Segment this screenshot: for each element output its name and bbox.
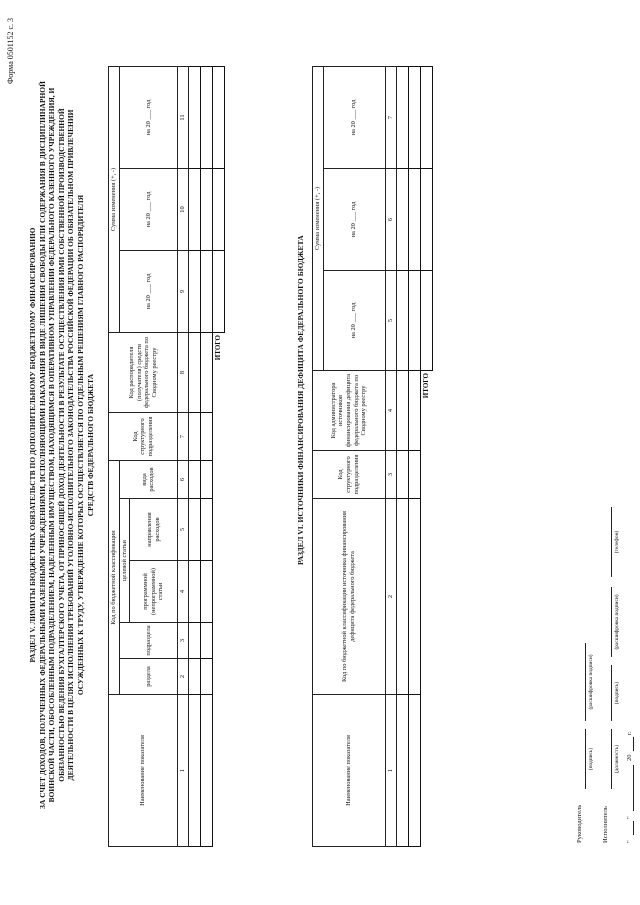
header-target-item: целевой статьи bbox=[119, 499, 130, 623]
caption: (подпись) bbox=[614, 681, 620, 705]
col-number: 3 bbox=[385, 451, 396, 499]
head-decoding-line[interactable] bbox=[585, 643, 586, 721]
heading-line: ВОИНСКОЙ ЧАСТИ, ОБОСОБЛЕННЫМ ПОДРАЗДЕЛЕНИЕМ, НАДЕЛЕННЫМ ИМУЩЕСТВОМ, НАХОДЯЩИМСЯ В ОПЕРАТИВНОМ УПРАВЛЕНИИ ФЕДЕРАЛЬНОГО КАЗЕННОГО УЧРЕЖДЕНИЯ, И bbox=[47, 87, 57, 803]
data-cell[interactable] bbox=[408, 67, 420, 169]
total-cell[interactable] bbox=[420, 67, 432, 169]
data-cell[interactable] bbox=[189, 461, 201, 499]
heading-line: ЗА СЧЕТ ДОХОДОВ, ПОЛУЧЕННЫХ ФЕДЕРАЛЬНЫМИ КАЗЕННЫМИ УЧРЕЖДЕНИЯМИ, ИСПОЛНЯЮЩИМИ НАКАЗАНИЯ В ВИДЕ ЛИШЕНИЯ СВОБОДЫ ИЛИ СОДЕРЖАНИЯ В ДИСЦИПЛИНАРНОЙ bbox=[37, 81, 47, 809]
header-program: программной (непрограммной) статьи bbox=[130, 561, 178, 623]
col-number: 7 bbox=[385, 67, 396, 169]
date-month-line[interactable] bbox=[633, 765, 634, 811]
header-year-3: на 20 ___ год bbox=[119, 67, 178, 169]
data-cell[interactable] bbox=[189, 251, 201, 333]
data-cell[interactable] bbox=[189, 169, 201, 251]
data-cell[interactable] bbox=[396, 371, 408, 451]
section6-table bbox=[312, 66, 433, 847]
header-admin: Код администратора источников финансирования дефицита федерального бюджета по Сводному реестру bbox=[313, 371, 386, 451]
data-cell[interactable] bbox=[201, 333, 213, 413]
data-cell[interactable] bbox=[201, 461, 213, 499]
heading-line: РАЗДЕЛ V. ЛИМИТЫ БЮДЖЕТНЫХ ОБЯЗАТЕЛЬСТВ ПО ДОПОЛНИТЕЛЬНОМУ БЮДЖЕТНОМУ ФИНАНСИРОВАНИЮ bbox=[28, 227, 37, 663]
total-cell[interactable] bbox=[420, 169, 432, 271]
section5-table bbox=[108, 66, 225, 847]
header-name: Наименование показателя bbox=[313, 695, 386, 847]
col-number: 4 bbox=[385, 371, 396, 451]
executor-phone-line[interactable] bbox=[611, 507, 612, 577]
executor-decoding-line[interactable] bbox=[611, 587, 612, 657]
data-cell[interactable] bbox=[189, 659, 201, 695]
form-number: Форма 0501152 с. 3 bbox=[6, 18, 15, 85]
header-vid: вида расходов bbox=[119, 461, 178, 499]
col-number: 7 bbox=[178, 413, 189, 461]
header-year-2: на 20 ___ год bbox=[323, 169, 385, 271]
executor-signature-line[interactable] bbox=[611, 665, 612, 721]
data-cell[interactable] bbox=[201, 561, 213, 623]
data-cell[interactable] bbox=[408, 499, 420, 695]
data-cell[interactable] bbox=[189, 499, 201, 561]
data-cell[interactable] bbox=[201, 251, 213, 333]
header-sum-change: Сумма изменения (+, -) bbox=[109, 67, 120, 333]
col-number: 6 bbox=[178, 461, 189, 499]
caption: (телефон) bbox=[614, 530, 620, 554]
data-cell[interactable] bbox=[201, 695, 213, 847]
col-number: 8 bbox=[178, 333, 189, 413]
data-cell[interactable] bbox=[408, 695, 420, 847]
col-number: 11 bbox=[178, 67, 189, 169]
date-year-prefix: 20 bbox=[626, 754, 633, 761]
date-year-suffix: г. bbox=[626, 731, 633, 735]
data-cell[interactable] bbox=[201, 499, 213, 561]
section6-title: РАЗДЕЛ VI. ИСТОЧНИКИ ФИНАНСИРОВАНИЯ ДЕФИЦИТА ФЕДЕРАЛЬНОГО БЮДЖЕТА bbox=[296, 235, 305, 565]
total-cell[interactable] bbox=[213, 67, 225, 169]
header-struct: Код структурного подразделения bbox=[109, 413, 178, 461]
heading-line: СРЕДСТВ ФЕДЕРАЛЬНОГО БЮДЖЕТА bbox=[85, 373, 95, 517]
col-number: 1 bbox=[178, 695, 189, 847]
col-number: 4 bbox=[178, 561, 189, 623]
data-cell[interactable] bbox=[201, 169, 213, 251]
data-cell[interactable] bbox=[201, 67, 213, 169]
data-cell[interactable] bbox=[201, 413, 213, 461]
data-cell[interactable] bbox=[189, 623, 201, 659]
data-cell[interactable] bbox=[396, 499, 408, 695]
data-cell[interactable] bbox=[396, 271, 408, 371]
header-razdel: раздела bbox=[119, 659, 178, 695]
data-cell[interactable] bbox=[201, 659, 213, 695]
data-cell[interactable] bbox=[408, 451, 420, 499]
total-cell[interactable] bbox=[213, 251, 225, 333]
caption: (расшифровка подписи) bbox=[588, 654, 594, 710]
section5-heading bbox=[28, 65, 95, 825]
head-signature-line[interactable] bbox=[585, 729, 586, 789]
data-cell[interactable] bbox=[189, 561, 201, 623]
header-name: Наименование показателя bbox=[109, 695, 178, 847]
total-label: ИТОГО bbox=[214, 335, 223, 361]
date-quote-close: " bbox=[626, 816, 633, 819]
col-number: 2 bbox=[178, 659, 189, 695]
header-distributor: Код распорядителя (получателя) средств федерального бюджета по Сводному реестру bbox=[109, 333, 178, 413]
data-cell[interactable] bbox=[396, 451, 408, 499]
total-cell[interactable] bbox=[420, 271, 432, 371]
col-number: 2 bbox=[385, 499, 396, 695]
col-number: 5 bbox=[385, 271, 396, 371]
heading-line: ОСУЖДЕННЫХ К ТРУДУ, УТВЕРЖДЕНИЕ КОТОРЫХ ОСУЩЕСТВЛЯЕТСЯ ПО ОТДЕЛЬНЫМ РЕШЕНИЯМ ГЛАВНОГО РАСПОРЯДИТЕЛЯ bbox=[75, 194, 85, 696]
data-cell[interactable] bbox=[189, 695, 201, 847]
header-struct: Код структурного подразделения bbox=[313, 451, 386, 499]
col-number: 1 bbox=[385, 695, 396, 847]
heading-line: ДЕЯТЕЛЬНОСТИ В ЦЕЛЯХ ИСПОЛНЕНИЯ ТРЕБОВАНИЙ УГОЛОВНО-ИСПОЛНИТЕЛЬНОГО ЗАКОНОДАТЕЛЬСТВА РОССИЙСКОЙ ФЕДЕРАЦИИ ОБ ОБЯЗАТЕЛЬНОМ ПРИВЛЕЧЕНИИ bbox=[66, 109, 76, 781]
header-year-1: на 20 ___ год bbox=[323, 271, 385, 371]
data-cell[interactable] bbox=[396, 695, 408, 847]
header-podrazdel: подраздела bbox=[119, 623, 178, 659]
header-year-3: на 20 ___ год bbox=[323, 67, 385, 169]
header-direction: направления расходов bbox=[130, 499, 178, 561]
data-cell[interactable] bbox=[396, 169, 408, 271]
total-label: ИТОГО bbox=[421, 373, 430, 399]
header-sum-change: Сумма изменения (+, -) bbox=[313, 67, 324, 371]
head-label: Руководитель bbox=[576, 804, 583, 843]
col-number: 6 bbox=[385, 169, 396, 271]
date-year-line[interactable] bbox=[633, 737, 634, 751]
caption: (расшифровка подписи) bbox=[614, 594, 620, 650]
data-cell[interactable] bbox=[408, 169, 420, 271]
header-source-code: Код по бюджетной классификации источника финансирования дефицита федерального бюджета bbox=[313, 499, 386, 695]
executor-label: Исполнитель bbox=[602, 806, 609, 843]
header-year-2: на 20 ___ год bbox=[119, 169, 178, 251]
executor-position-line[interactable] bbox=[611, 729, 612, 789]
col-number: 10 bbox=[178, 169, 189, 251]
header-year-1: на 20 ___ год bbox=[119, 251, 178, 333]
col-number: 3 bbox=[178, 623, 189, 659]
data-cell[interactable] bbox=[201, 623, 213, 659]
heading-line: ОБЯЗАННОСТЬЮ ВЕДЕНИЯ БУХГАЛТЕРСКОГО УЧЕТА, ОТ ПРИНОСЯЩЕЙ ДОХОД ДЕЯТЕЛЬНОСТИ В РЕЗУЛЬТАТЕ ОСУЩЕСТВЛЕНИЯ ИМИ СОБСТВЕННОЙ ПРОИЗВОДСТВЕННОЙ bbox=[56, 108, 66, 782]
col-number: 9 bbox=[178, 251, 189, 333]
data-cell[interactable] bbox=[408, 271, 420, 371]
col-number: 5 bbox=[178, 499, 189, 561]
data-cell[interactable] bbox=[189, 413, 201, 461]
caption: (подпись) bbox=[588, 747, 594, 771]
date-quote-open: " bbox=[626, 840, 633, 843]
data-cell[interactable] bbox=[189, 333, 201, 413]
total-cell[interactable] bbox=[213, 169, 225, 251]
data-cell[interactable] bbox=[408, 371, 420, 451]
data-cell[interactable] bbox=[189, 67, 201, 169]
header-budget-code: Код по бюджетной классификации bbox=[109, 461, 120, 695]
caption: (должность) bbox=[614, 744, 620, 774]
data-cell[interactable] bbox=[396, 67, 408, 169]
date-day-line[interactable] bbox=[633, 821, 634, 835]
